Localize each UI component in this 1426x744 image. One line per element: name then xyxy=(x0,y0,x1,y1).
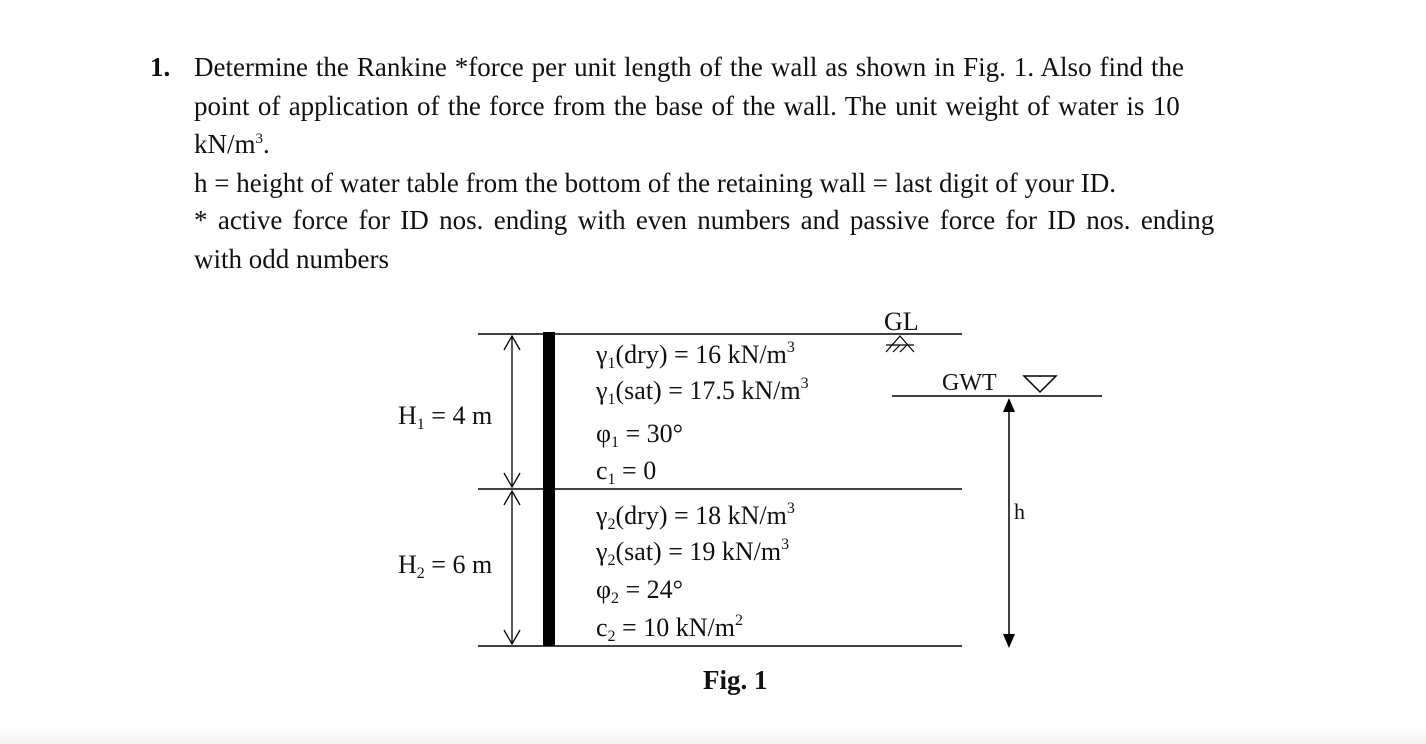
page-edge-shadow xyxy=(0,728,1426,744)
question-line-2: point of application of the force from the base of the wall. The unit weight of water is 10 xyxy=(194,91,1180,121)
layer1-property-1: γ1(dry) = 16 $kN/m^3$ xyxy=(596,339,795,372)
h-label: h xyxy=(1014,499,1025,524)
layer2-property-3: φ2 = 24° xyxy=(596,575,684,607)
unit-text: kN/m xyxy=(194,129,256,159)
unit-period: . xyxy=(263,129,270,159)
water-table-symbol xyxy=(1024,376,1056,392)
question-line-1: Determine the Rankine *force per unit length of the wall as shown in Fig. 1. Also find the xyxy=(194,52,1184,82)
h2-dimension-arrow xyxy=(504,491,520,644)
layer2-property-4: c2 = 10 $kN/m^2$ xyxy=(596,612,743,645)
layer-2-properties xyxy=(595,500,795,645)
layer1-property-3: φ1 = 30° xyxy=(596,419,684,451)
h1-dimension-arrow xyxy=(504,336,520,487)
layer-1-properties xyxy=(595,339,809,488)
gl-label: GL xyxy=(884,307,919,336)
layer2-property-2: γ2(sat) = 19 $kN/m^3$ xyxy=(596,536,790,569)
retaining-wall xyxy=(543,332,555,646)
question-line-6: with odd numbers xyxy=(194,244,389,274)
layer2-property-1: γ2(dry) = 18 $kN/m^3$ xyxy=(596,500,795,533)
unit-exponent: 3 xyxy=(255,131,264,147)
layer1-property-4: c1 = 0 xyxy=(596,456,657,488)
ground-level-symbol xyxy=(886,336,914,352)
figure-caption: Fig. 1 xyxy=(703,665,768,695)
layer1-property-2: γ1(sat) = 17.5 $kN/m^3$ xyxy=(596,375,809,408)
h2-label: H2 = 6 m xyxy=(398,550,493,582)
gwt-label: GWT xyxy=(942,370,997,396)
h1-label: H1 = 4 m xyxy=(398,401,493,433)
question-line-5: * active force for ID nos. ending with even numbers and passive force for ID nos. ending xyxy=(194,205,1215,235)
question-line-4: h = height of water table from the bottom of the retaining wall = last digit of your ID. xyxy=(194,168,1116,198)
question-number: 1. xyxy=(150,52,171,82)
